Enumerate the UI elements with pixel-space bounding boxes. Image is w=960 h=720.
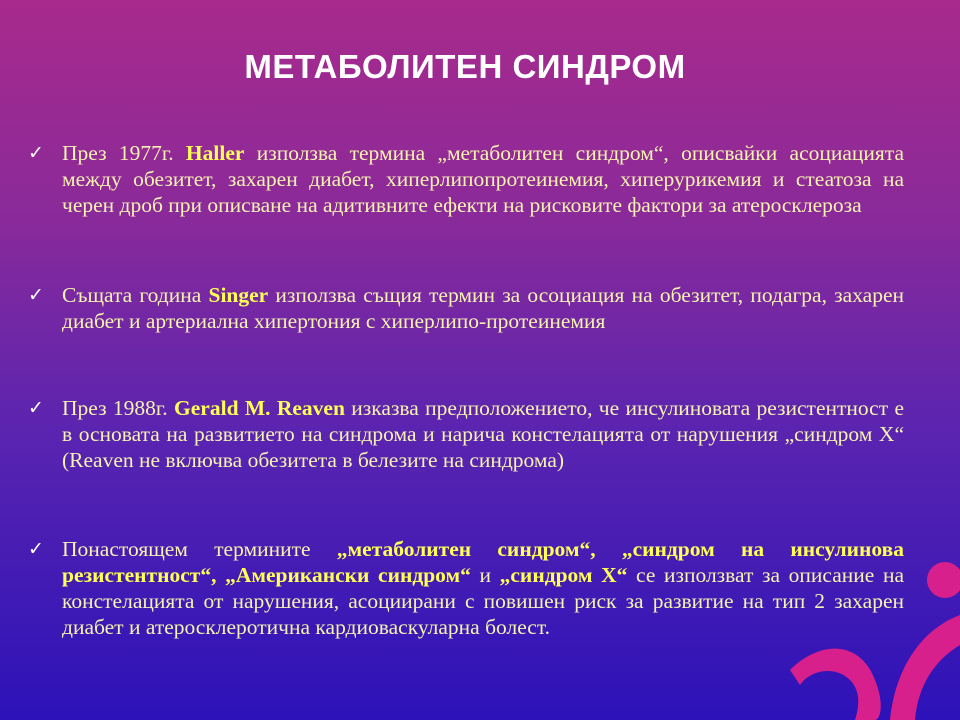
check-mark-icon: ✓ [28, 142, 44, 164]
bullet-text-3: През 1988г. Gerald M. Reaven изказва предположението, че инсулиновата резистентност е в основата на развитието на синдрома и нарича констелацията от нарушения „синдром Х“ (Reaven не включва обезитета в белезите на синдрома) [62, 396, 905, 472]
bullet-item-2 [28, 282, 904, 334]
deco-head [927, 562, 960, 598]
deco-arc-left [790, 649, 881, 720]
bullet-text-2: Същата година Singer използва същия термин за осоциация на обезитет, подагра, захарен диабет и артериална хипертония с хиперлипо-протеинемия [62, 283, 905, 333]
deco-arc-right [890, 615, 960, 720]
check-mark-icon: ✓ [28, 284, 44, 306]
corner-decoration [780, 520, 960, 720]
bullet-item-3 [28, 395, 904, 473]
check-mark-icon: ✓ [28, 538, 44, 560]
slide-title: МЕТАБОЛИТЕН СИНДРОМ [244, 48, 686, 85]
bullet-item-1 [28, 140, 904, 218]
bullet-text-4: Понастоящем термините „метаболитен синдром“, „синдром на инсулинова резистентност“, „Американски синдром“ и „синдром Х“ се използват за описание на констелацията от нарушения, асоциирани с повишен риск за развитие на тип 2 захарен диабет и атеросклеротична кардиоваскуларна болест. [62, 537, 904, 639]
bullet-text-1: През 1977г. Haller използва термина „метаболитен синдром“, описвайки асоциацията между обезитет, захарен диабет, хиперлипопротеинемия, хиперурикемия и стеатоза на черен дроб при описване на адитивните ефекти на рисковите фактори за атеросклероза [62, 141, 905, 217]
bullet-item-4 [28, 536, 904, 640]
abstract-figure-decoration [780, 520, 960, 720]
check-mark-icon: ✓ [28, 397, 44, 419]
